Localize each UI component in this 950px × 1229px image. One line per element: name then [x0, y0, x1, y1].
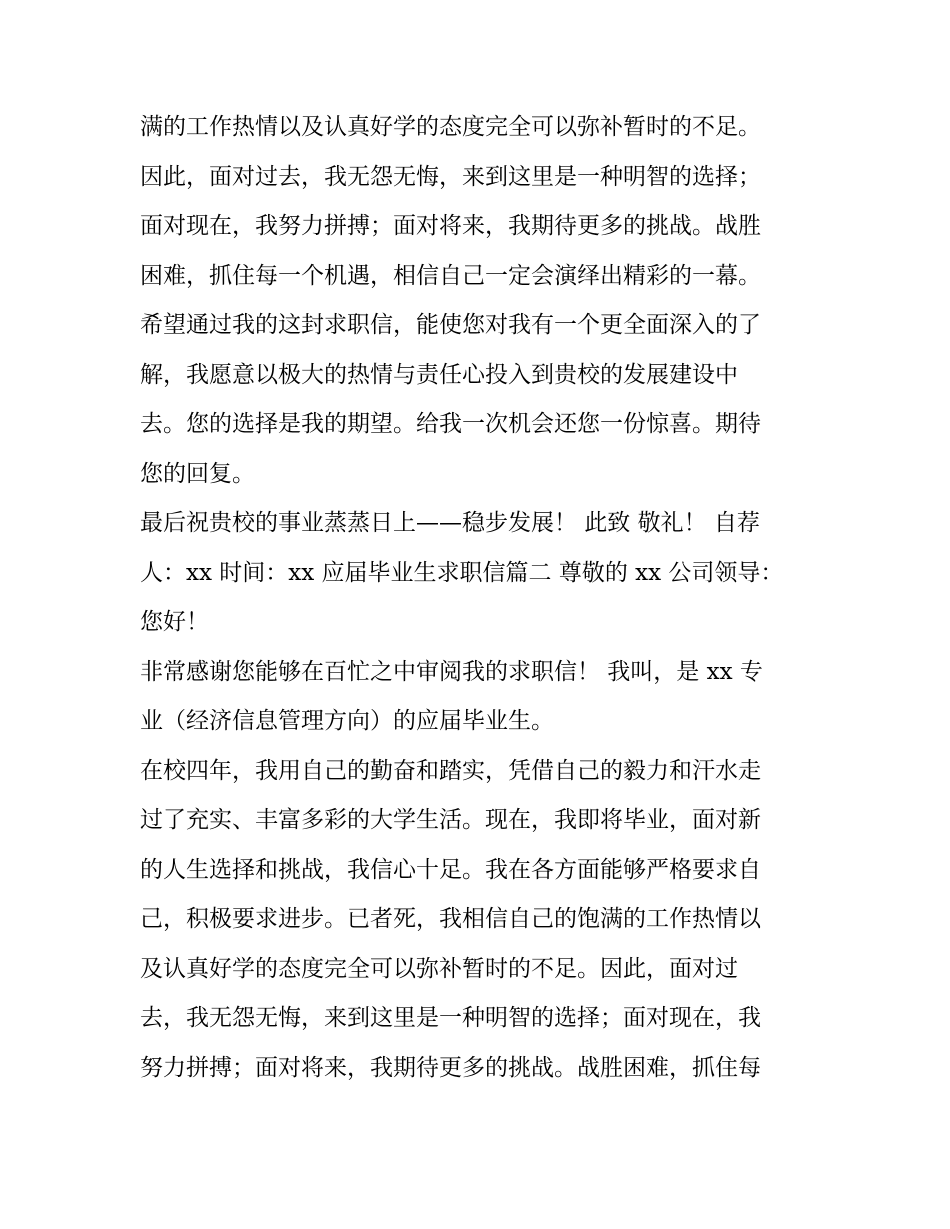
- text-line: 己，积极要求进步。已者死，我相信自己的饱满的工作热情以: [140, 906, 761, 932]
- text-line: 业（经济信息管理方向）的应届毕业生。: [140, 708, 554, 734]
- text-line: 面对现在，我努力拼搏；面对将来，我期待更多的挑战。战胜: [140, 213, 761, 239]
- text-line: 的人生选择和挑战，我信心十足。我在各方面能够严格要求自: [140, 856, 761, 883]
- text-line: 及认真好学的态度完全可以弥补暂时的不足。因此，面对过: [140, 955, 738, 982]
- letter-body: [140, 103, 820, 1093]
- text-line: 您的回复。: [140, 460, 255, 487]
- text-line: 过了充实、丰富多彩的大学生活。现在，我即将毕业，面对新: [140, 807, 761, 833]
- text-line: 因此，面对过去，我无怨无悔，来到这里是一种明智的选择；: [140, 163, 761, 190]
- text-line: 去，我无怨无悔，来到这里是一种明智的选择；面对现在，我: [140, 1005, 761, 1031]
- text-line: 解，我愿意以极大的热情与责任心投入到贵校的发展建设中: [140, 361, 738, 388]
- text-line: 最后祝贵校的事业蒸蒸日上——稳步发展！ 此致 敬礼！ 自荐: [140, 510, 760, 536]
- text-line: 人：xx 时间：xx 应届毕业生求职信篇二 尊敬的 xx 公司领导：: [140, 559, 784, 586]
- text-line: 您好！: [140, 609, 209, 635]
- text-line: 在校四年，我用自己的勤奋和踏实，凭借自己的毅力和汗水走: [140, 757, 761, 784]
- text-line: 希望通过我的这封求职信，能使您对我有一个更全面深入的了: [140, 312, 761, 338]
- text-line: 努力拼搏；面对将来，我期待更多的挑战。战胜困难，抓住每: [140, 1054, 761, 1081]
- text-line: 去。您的选择是我的期望。给我一次机会还您一份惊喜。期待: [140, 411, 761, 437]
- text-line: 困难，抓住每一个机遇，相信自己一定会演绎出精彩的一幕。: [140, 262, 761, 289]
- text-line: 满的工作热情以及认真好学的态度完全可以弥补暂时的不足。: [140, 114, 761, 140]
- text-line: 非常感谢您能够在百忙之中审阅我的求职信！ 我叫，是 xx 专: [140, 658, 763, 685]
